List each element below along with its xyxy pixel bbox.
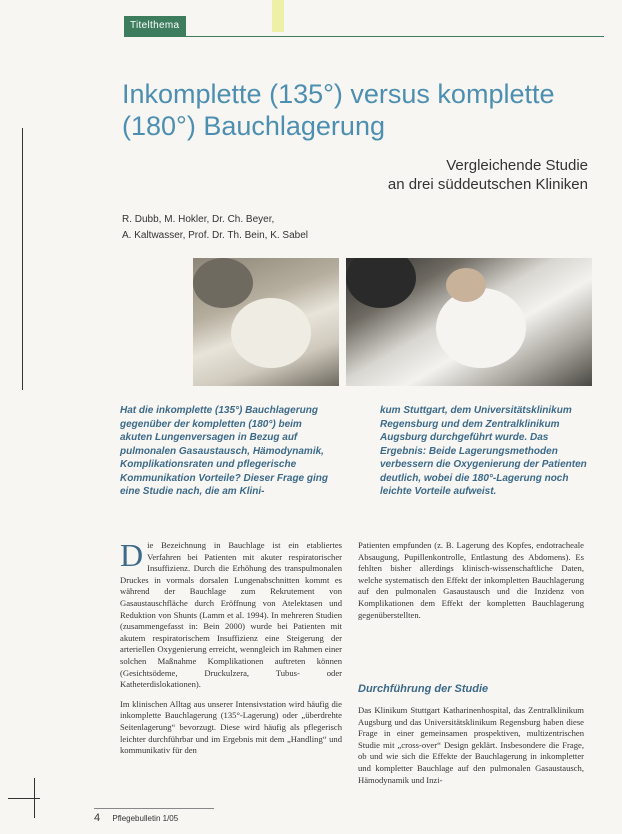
lead-paragraph-right: kum Stuttgart, dem Universitätsklinikum Regensburg und dem Zentralklinikum Augsburg durchgeführt wurde. Das Ergebnis: Beide Lagerungsmethoden verbessern die Oxygenierung der Patienten deutlich, wobei die 180°-Lagerung noch leichte Vorteile aufweist. [380,405,587,497]
photo-patient-prone [346,258,592,386]
photo-patient-lateral [193,258,339,386]
authors-line-1: R. Dubb, M. Hokler, Dr. Ch. Beyer, [122,214,275,225]
body-column-right [358,540,584,629]
footer-rule [94,808,214,809]
margin-line [22,128,23,390]
body-paragraph: Im klinischen Alltag aus unserer Intensivstation wird häufig die inkomplette Bauchlagerung (135°-Lagerung) oder „überdrehte Seitenlagerung“ bevorzugt. Diese wird häufig als pflegerisch leichter durchführbar und im Ergebnis mit dem „Handling“ und kommunikativ für den [120,698,342,756]
article-subtitle [300,156,588,194]
body-paragraph: ie Bezeichnung in Bauchlage ist ein etabliertes Verfahren bei Patienten mit akuter respiratorischer Insuffizienz. Durch die Erhöhung des transpulmonalen Druckes in vormals dorsalen Lungenabschnitten kommt es während der Bauchlage zum Rekrutement von Gasaustauschfläche durch Eröffnung von Atelektasen und Reduktion von Shunts (Lamm et al. 1994). In mehreren Studien (zusammengefasst in: Bein 2000) wurde bei Patienten mit akutem respiratorischem Insuffizienz eine Steigerung der arteriellen Oxygenierung erreicht, wenngleich im Rahmen einer solchen Maßnahme Komplikationen auftreten können (Gesichtsödeme, Druckulzera, Tubus- oder Katheterdislokationen). [120,540,342,690]
section-tab: Titelthema [124,16,186,36]
body-paragraph: Patienten empfunden (z. B. Lagerung des Kopfes, endotracheale Absaugung, Pupillenkontrolle, Entlastung des Abdomens). Es fehlten bisher allerdings klinisch-wissenschaftliche Daten, welche systematisch den Effekt der inkompletten Bauchlagerung auf den pulmonalen Gasaustausch und die Inzidenz von Komplikationen dem Effekt der kompletten Bauchlagerung gegenüberstellten. [358,540,584,620]
page-number: 4 [94,812,101,824]
body-column-right-continued [358,705,584,794]
color-bookmark [272,0,284,32]
lead-paragraph-left: Hat die inkomplette (135°) Bauchlagerung gegenüber der kompletten (180°) beim akuten Lungenversagen in Bezug auf pulmonalen Gasaustausch, Hämodynamik, Komplikationsraten und pflegerische Kommunikation Vorteile? Dieser Frage ging eine Studie nach, die am Klini- [120,405,328,497]
subtitle-line-2: an drei süddeutschen Kliniken [387,176,588,193]
header-rule [124,36,604,37]
page-footer [94,812,178,824]
body-paragraph: Das Klinikum Stuttgart Katharinenhospital, das Zentralklinikum Augsburg und das Universitätsklinikum Regensburg haben diese Frage in einer gemeinsamen prospektiven, multizentrischen Studie mit „cross-over“ Design geklärt. Insbesondere die Frage, ob und wie sich die Effekte der Bauchlagerung in inkompletter und kompletter Bauchlage auf den pulmonalen Gasaustausch, Hämodynamik und Inzi- [358,705,584,785]
crop-mark-vertical [34,778,35,818]
drop-cap: D [120,537,144,573]
journal-name: Pflegebulletin 1/05 [112,814,179,823]
crop-mark [8,798,40,799]
article-title: Inkomplette (135°) versus komplette (180°) Bauchlagerung [122,79,555,141]
author-list [122,212,422,244]
section-heading: Durchführung der Studie [358,683,489,695]
authors-line-2: A. Kaltwasser, Prof. Dr. Th. Bein, K. Sabel [122,230,309,241]
subtitle-line-1: Vergleichende Studie [446,157,588,174]
body-column-left [120,537,342,765]
